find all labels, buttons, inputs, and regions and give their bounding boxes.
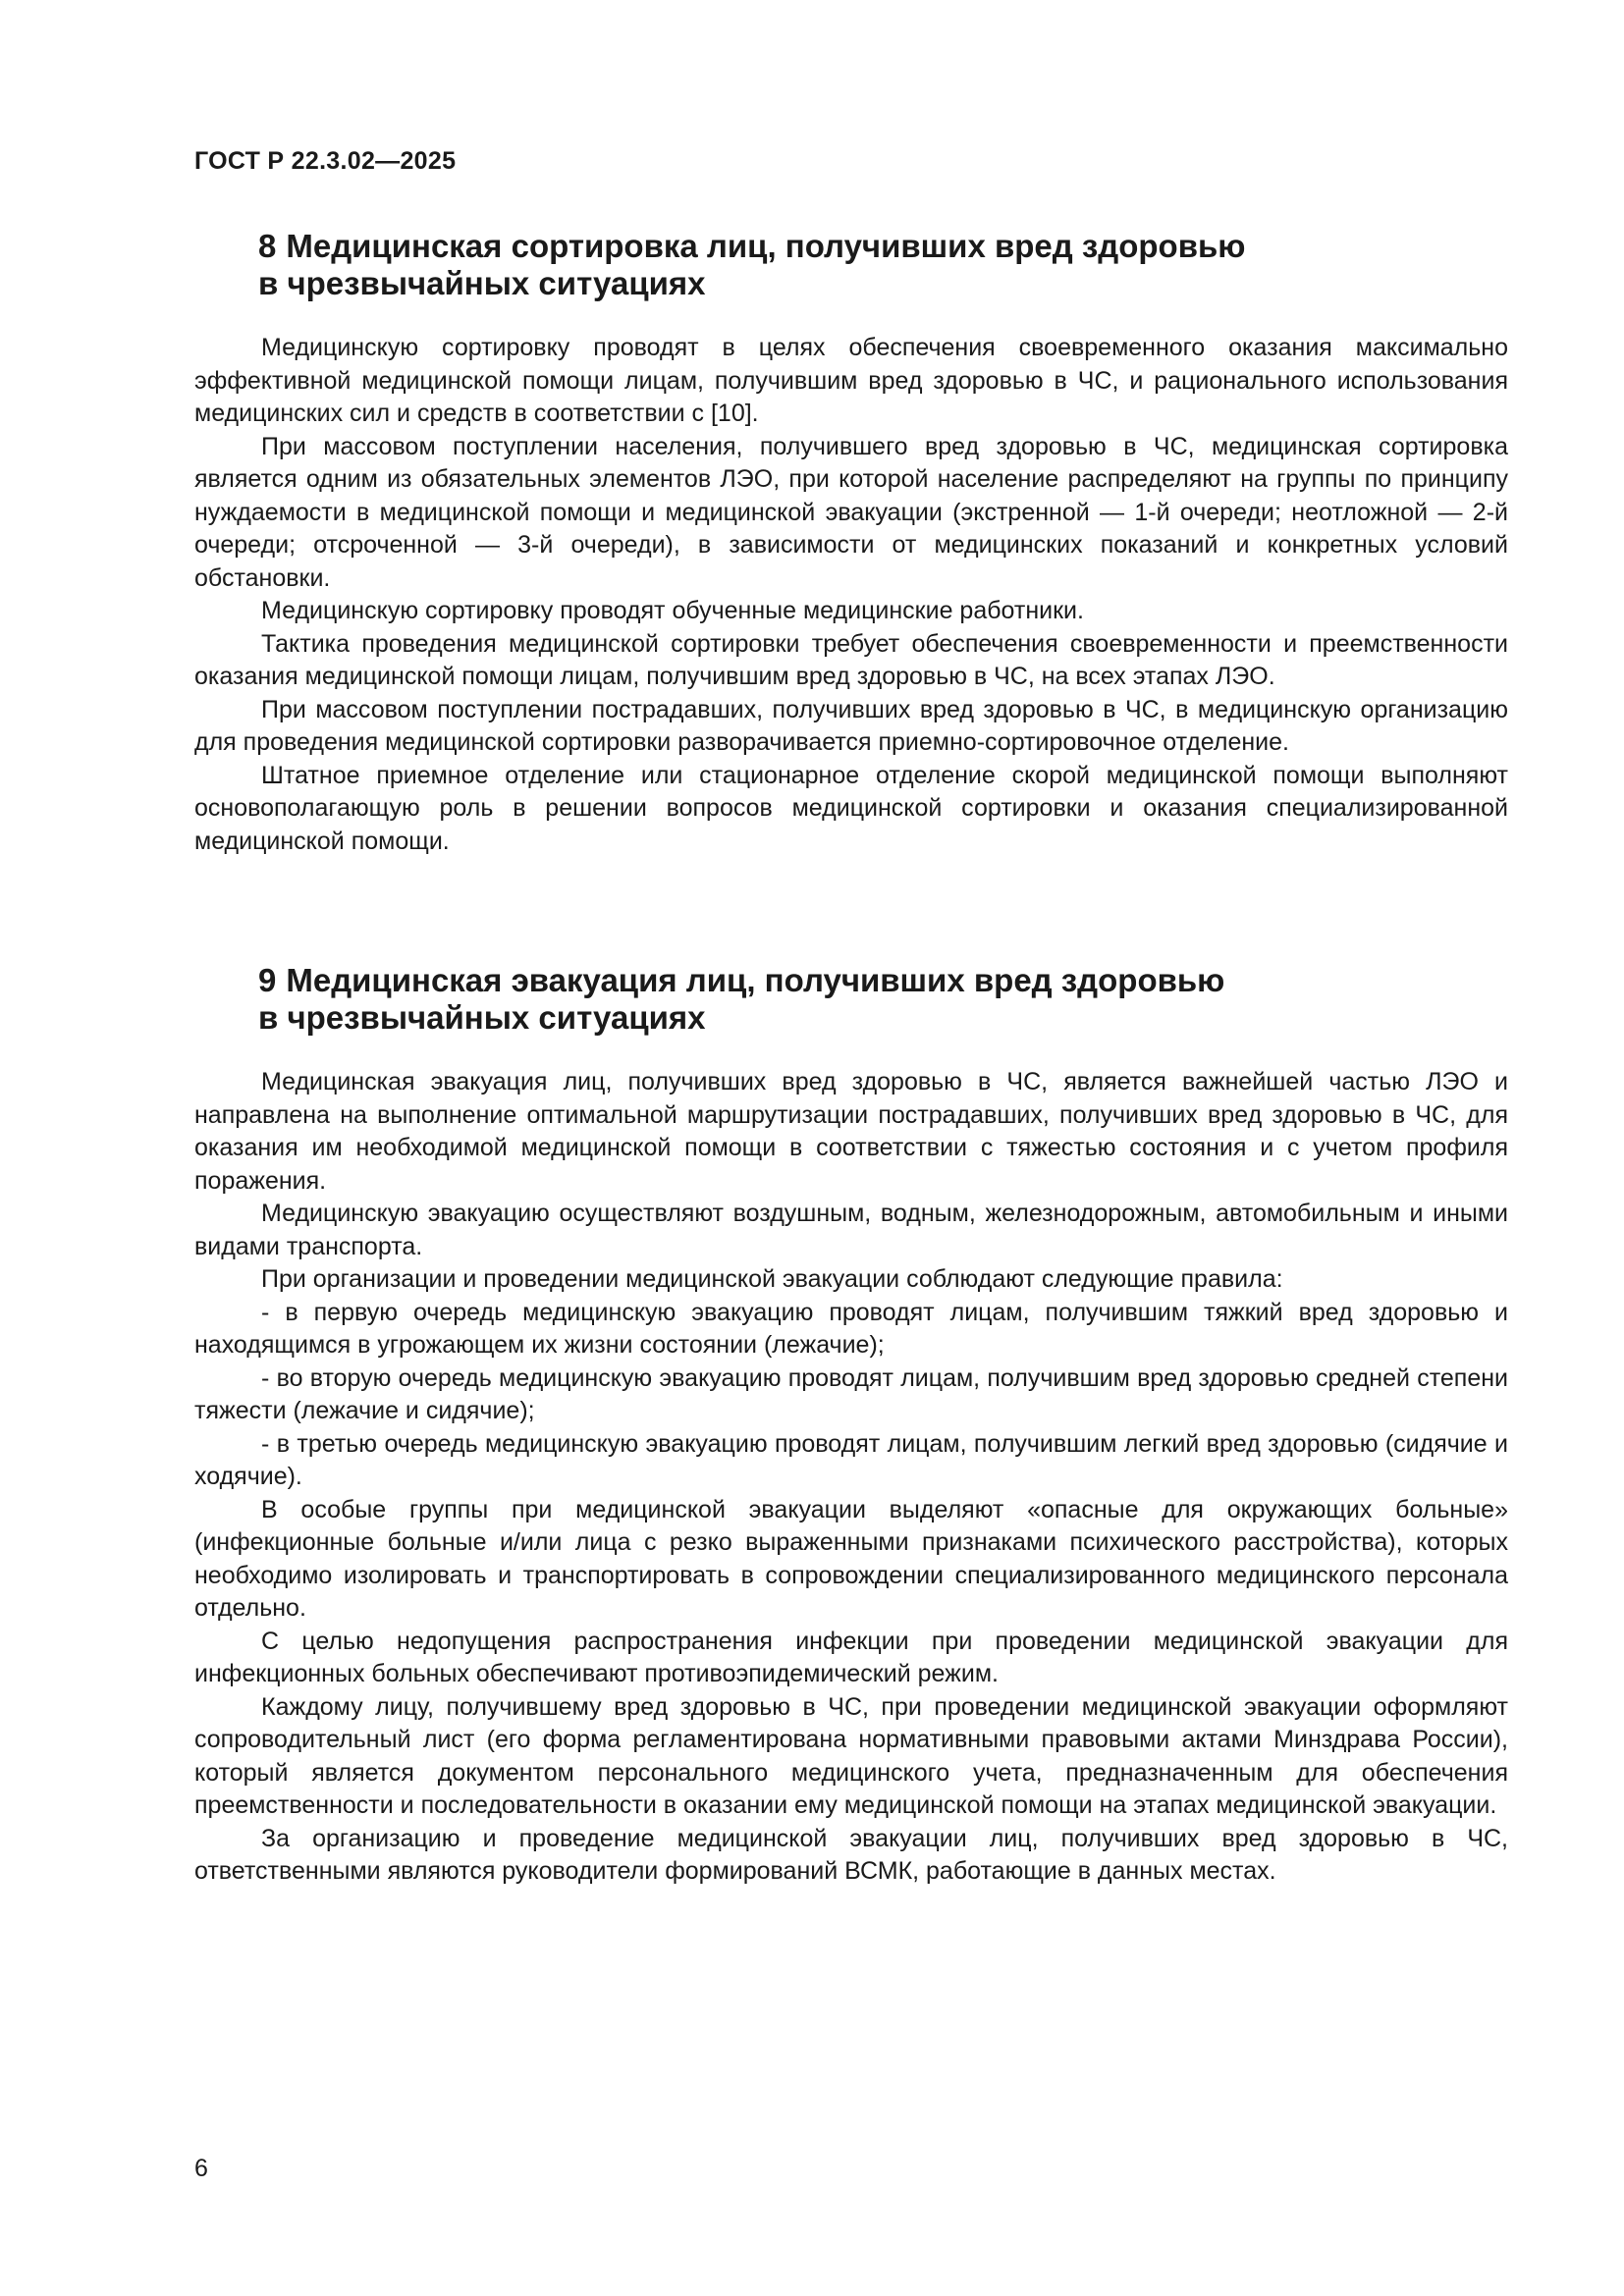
section-8-title-line2: в чрезвычайных ситуациях — [258, 265, 706, 301]
section-8-number: 8 — [258, 228, 277, 264]
paragraph: При массовом поступлении пострадавших, получивших вред здоровью в ЧС, в медицинскую организацию для проведения медицинской сортировки разворачивается приемно-сортировочное отделение. — [194, 695, 1508, 756]
paragraph: Тактика проведения медицинской сортировки требует обеспечения своевременности и преемственности оказания медицинской помощи лицам, получившим вред здоровью в ЧС, на всех этапах ЛЭО. — [194, 629, 1508, 690]
paragraph: С целью недопущения распространения инфекции при проведении медицинской эвакуации для инфекционных больных обеспечивают противоэпидемический режим. — [194, 1627, 1508, 1687]
section-9-title — [258, 962, 1508, 1037]
section-8-body — [194, 332, 1508, 858]
paragraph: За организацию и проведение медицинской эвакуации лиц, получивших вред здоровью в ЧС, ответственными являются руководители формирований ВСМК, работающие в данных местах. — [194, 1824, 1508, 1885]
paragraph: Медицинская эвакуация лиц, получивших вред здоровью в ЧС, является важнейшей частью ЛЭО и направлена на выполнение оптимальной маршрутизации пострадавших, получивших вред здоровью в ЧС, для оказания им необходимой медицинской помощи в соответствии с тяжестью состояния и с учетом профиля поражения. — [194, 1068, 1508, 1195]
list-item: - в третью очередь медицинскую эвакуацию проводят лицам, получившим легкий вред здоровью (сидячие и ходячие). — [194, 1429, 1508, 1490]
document-code-header: ГОСТ Р 22.3.02—2025 — [194, 147, 457, 175]
paragraph: Штатное приемное отделение или стационарное отделение скорой медицинской помощи выполняют основополагающую роль в решении вопросов медицинской сортировки и оказания специализированной медицинской помощи. — [194, 761, 1508, 855]
paragraph: При организации и проведении медицинской эвакуации соблюдают следующие правила: — [261, 1265, 1283, 1293]
section-8 — [194, 228, 1508, 858]
section-9-title-line1: Медицинская эвакуация лиц, получивших вред здоровью — [286, 962, 1225, 998]
paragraph: В особые группы при медицинской эвакуации выделяют «опасные для окружающих больные» (инфекционные больные и/или лица с резко выраженными признаками психического расстройства), которых необходимо изолировать и транспортировать в сопровождении специализированного медицинского персонала отдельно. — [194, 1495, 1508, 1622]
paragraph: Медицинскую сортировку проводят в целях обеспечения своевременного оказания максимально эффективной медицинской помощи лицам, получившим вред здоровью в ЧС, и рационального использования медицинских сил и средств в соответствии с [10]. — [194, 334, 1508, 427]
paragraph: При массовом поступлении населения, получившего вред здоровью в ЧС, медицинская сортировка является одним из обязательных элементов ЛЭО, при которой население распределяют на группы по принципу нуждаемости в медицинской помощи и медицинской эвакуации (экстренной — 1-й очереди; неотложной — 2-й очереди; отсроченной — 3-й очереди), в зависимости от медицинских показаний и конкретных условий обстановки. — [194, 432, 1508, 592]
section-8-title-line1: Медицинская сортировка лиц, получивших вред здоровью — [286, 228, 1246, 264]
paragraph: Медицинскую эвакуацию осуществляют воздушным, водным, железнодорожным, автомобильным и иными видами транспорта. — [194, 1200, 1508, 1260]
list-item: - в первую очередь медицинскую эвакуацию проводят лицам, получившим тяжкий вред здоровью и находящимся в угрожающем их жизни состоянии (лежачие); — [194, 1298, 1508, 1359]
page-number: 6 — [194, 2155, 208, 2182]
section-9-body — [194, 1066, 1508, 1889]
section-9 — [194, 962, 1508, 1889]
paragraph: Каждому лицу, получившему вред здоровью в ЧС, при проведении медицинской эвакуации оформляют сопроводительный лист (его форма регламентирована нормативными правовыми актами Минздрава России), который является документом персонального медицинского учета, предназначенным для обеспечения преемственности и последовательности в оказании ему медицинской помощи на этапах медицинской эвакуации. — [194, 1692, 1508, 1819]
paragraph: Медицинскую сортировку проводят обученные медицинские работники. — [261, 597, 1084, 624]
section-8-title — [258, 228, 1508, 302]
list-item: - во вторую очередь медицинскую эвакуацию проводят лицам, получившим вред здоровью средней степени тяжести (лежачие и сидячие); — [194, 1363, 1508, 1424]
section-9-title-line2: в чрезвычайных ситуациях — [258, 999, 706, 1036]
section-9-number: 9 — [258, 962, 277, 998]
